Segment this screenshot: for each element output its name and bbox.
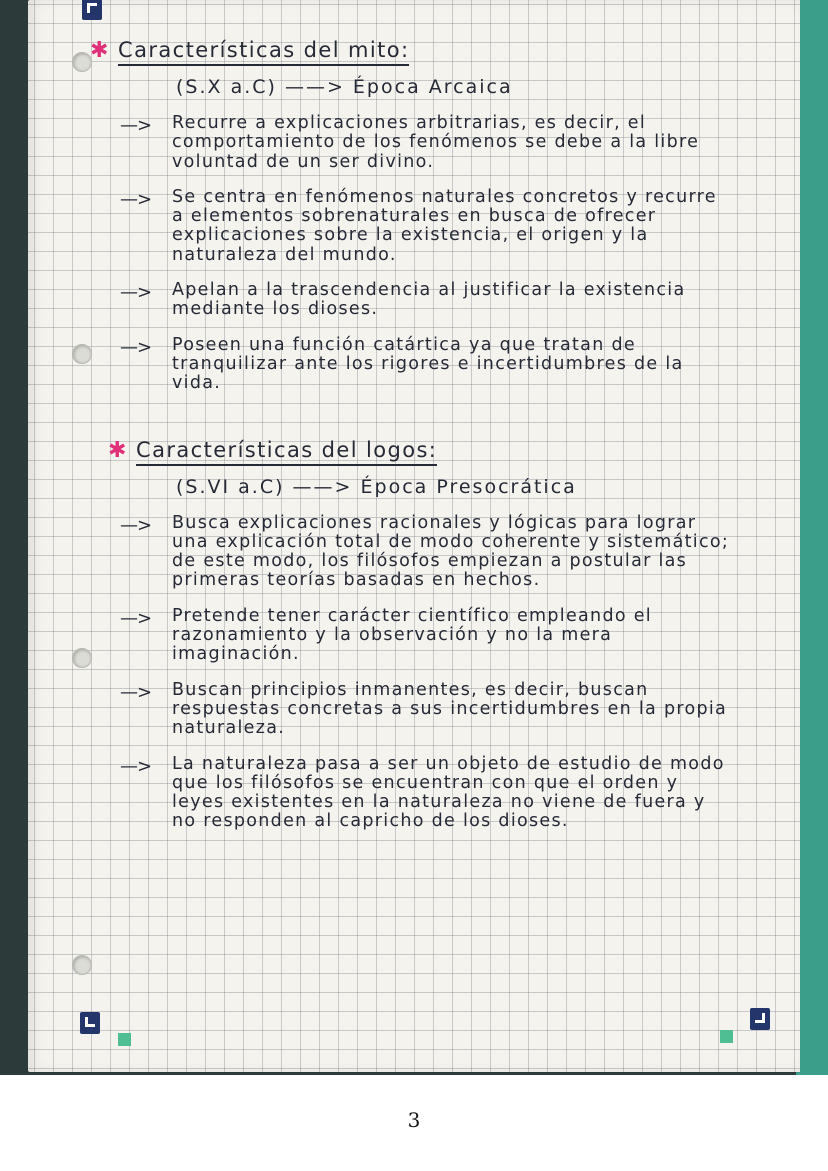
punch-hole	[72, 52, 92, 72]
corner-marker-icon	[750, 1008, 770, 1030]
era-label: (S.VI a.C) ——> Época Presocrática	[176, 475, 577, 498]
page-number: 3	[407, 1108, 421, 1132]
list-item	[120, 607, 750, 665]
punch-hole	[72, 648, 92, 668]
arrow-icon: —>	[120, 755, 152, 777]
era-label: (S.X a.C) ——> Época Arcaica	[176, 76, 513, 98]
arrow-icon: —>	[120, 514, 152, 536]
corner-marker-icon	[80, 1012, 100, 1034]
arrow-icon: —>	[120, 607, 152, 629]
punch-hole	[72, 955, 92, 975]
list-item-text: Buscan principios inmanentes, es decir, buscan respuestas concretas a sus incertidumbres en la propia naturaleza.	[172, 679, 728, 739]
list-item	[120, 755, 750, 832]
list-item	[120, 681, 750, 739]
star-icon: ✱	[90, 38, 110, 63]
list-item-text: Se centra en fenómenos naturales concretos y recurre a elementos sobrenaturales en busca de ofrecer explicaciones sobre la existencia, el origen y la naturaleza del mundo.	[172, 186, 717, 265]
list-item	[120, 281, 750, 320]
section-heading-text: Características del logos:	[136, 438, 437, 466]
list-item	[120, 514, 750, 591]
arrow-icon: —>	[120, 282, 152, 304]
list-item	[120, 188, 750, 265]
punch-hole	[72, 344, 92, 364]
section-heading	[90, 38, 750, 66]
green-dot-icon	[118, 1033, 131, 1046]
list-item-text: Busca explicaciones racionales y lógicas para lograr una explicación total de modo coherente y sistemático; de este modo, los filósofos empiezan a postular las primeras teorías basadas en hechos.	[172, 512, 730, 591]
arrow-icon: —>	[120, 681, 152, 703]
list-item	[120, 114, 750, 172]
arrow-icon: —>	[120, 115, 152, 136]
star-icon: ✱	[108, 437, 128, 463]
list-item-text: Recurre a explicaciones arbitrarias, es decir, el comportamiento de los fenómenos se debe a la libre voluntad de un ser divino.	[172, 113, 700, 172]
list-item-text: Poseen una función catártica ya que tratan de tranquilizar ante los rigores e incertidumbres de la vida.	[172, 334, 684, 394]
arrow-icon: —>	[120, 336, 152, 358]
list-item-text: Pretende tener carácter científico empleando el razonamiento y la observación y no la mera imaginación.	[172, 605, 652, 665]
list-item	[120, 336, 750, 394]
notebook-edge	[796, 0, 828, 1075]
arrow-icon: —>	[120, 188, 152, 210]
handwritten-notes	[90, 38, 750, 832]
list-item-text: La naturaleza pasa a ser un objeto de estudio de modo que los filósofos se encuentran con que el orden y leyes existentes en la naturaleza no viene de fuera y no responden al capricho de los dioses.	[172, 753, 725, 832]
corner-marker-icon	[82, 0, 102, 20]
section-heading	[108, 438, 750, 466]
section-heading-text: Características del mito:	[118, 38, 409, 66]
list-item-text: Apelan a la trascendencia al justificar la existencia mediante los dioses.	[172, 280, 686, 320]
green-dot-icon	[720, 1030, 733, 1043]
